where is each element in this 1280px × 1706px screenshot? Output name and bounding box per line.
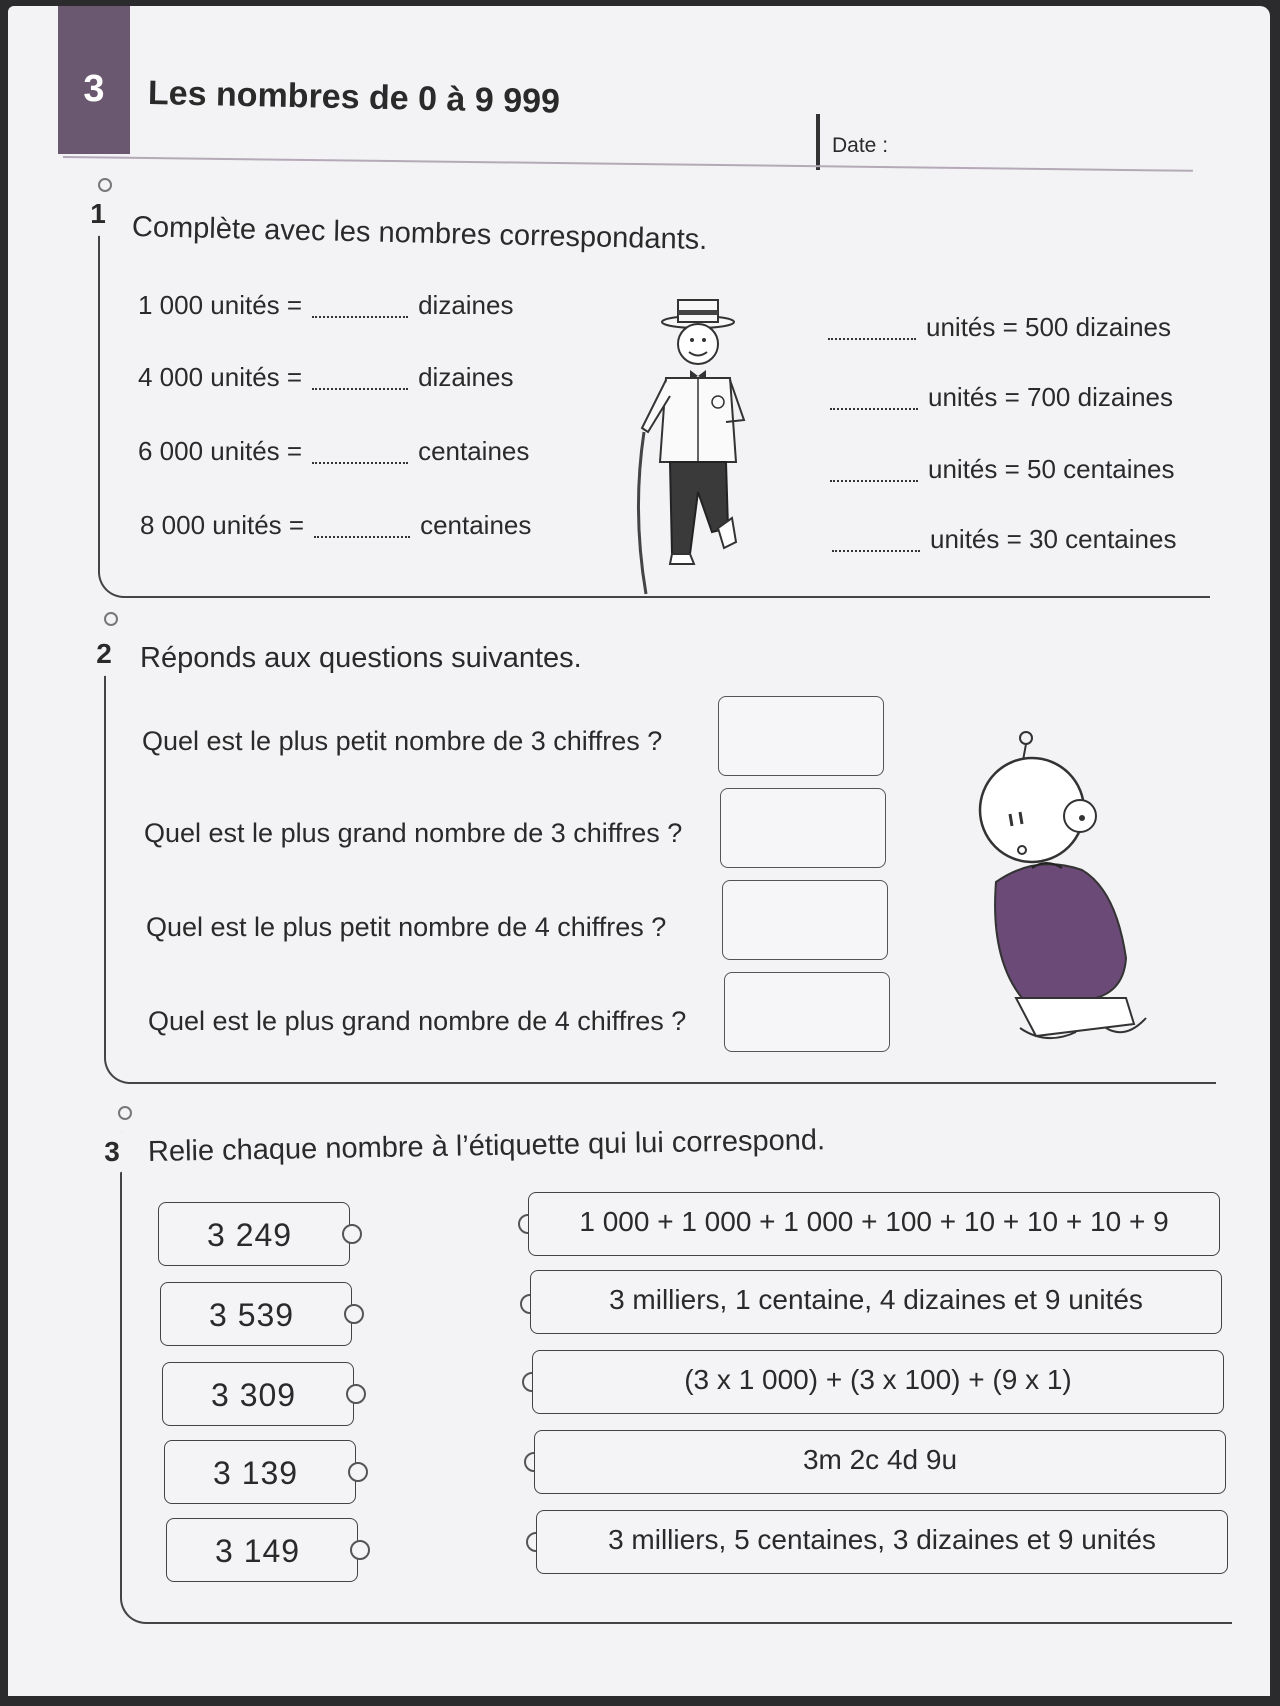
number-tag-3[interactable]: 3 309 (162, 1362, 354, 1426)
exercise2-number: 2 (82, 632, 126, 676)
ex1-left-row-1: 1 000 unités = dizaines (138, 290, 514, 320)
ex1-left-row-2: 4 000 unités = dizaines (138, 362, 514, 392)
exercise3-instruction: Relie chaque nombre à l’étiquette qui lui correspond. (147, 1124, 826, 1168)
answer-blank[interactable] (312, 462, 408, 464)
ex1-right-row-1: unités = 500 dizaines (828, 312, 1171, 343)
answer-blank[interactable] (314, 536, 410, 538)
number-tag-2[interactable]: 3 539 (160, 1282, 352, 1346)
connector-dot-icon[interactable] (348, 1462, 368, 1482)
ex2-answer-box-2[interactable] (720, 788, 886, 868)
answer-blank[interactable] (828, 338, 916, 340)
label-tag-3[interactable]: (3 x 1 000) + (3 x 100) + (9 x 1) (532, 1350, 1224, 1414)
ex2-answer-box-3[interactable] (722, 880, 888, 960)
exercise2-instruction: Réponds aux questions suivantes. (140, 642, 582, 674)
answer-blank[interactable] (830, 408, 918, 410)
connector-dot-icon[interactable] (342, 1224, 362, 1244)
connector-dot-icon[interactable] (346, 1384, 366, 1404)
ex2-question-4: Quel est le plus grand nombre de 4 chiffres ? (148, 1006, 687, 1036)
exercise-hook-icon (118, 1106, 132, 1120)
worksheet-page (8, 6, 1270, 1696)
connector-dot-icon[interactable] (344, 1304, 364, 1324)
answer-blank[interactable] (832, 550, 920, 552)
exercise3-number: 3 (90, 1130, 134, 1174)
label-tag-4[interactable]: 3m 2c 4d 9u (534, 1430, 1226, 1494)
answer-blank[interactable] (312, 388, 408, 390)
label-tag-1[interactable]: 1 000 + 1 000 + 1 000 + 100 + 10 + 10 + 10 + 9 (528, 1192, 1220, 1256)
answer-blank[interactable] (830, 480, 918, 482)
connector-dot-icon[interactable] (350, 1540, 370, 1560)
character-illustration (976, 728, 1176, 1058)
ex2-answer-box-1[interactable] (718, 696, 884, 776)
date-label: Date : (832, 134, 889, 157)
number-tag-4[interactable]: 3 139 (164, 1440, 356, 1504)
label-tag-2[interactable]: 3 milliers, 1 centaine, 4 dizaines et 9 unités (530, 1270, 1222, 1334)
number-tag-5[interactable]: 3 149 (166, 1518, 358, 1582)
exercise1-number: 1 (76, 192, 120, 236)
ex2-question-3: Quel est le plus petit nombre de 4 chiffres ? (146, 912, 667, 942)
answer-blank[interactable] (312, 316, 408, 318)
ex1-left-row-3: 6 000 unités = centaines (138, 436, 530, 466)
ex1-left-row-4: 8 000 unités = centaines (140, 510, 532, 540)
gentleman-illustration (626, 292, 776, 622)
exercise1-instruction: Complète avec les nombres correspondants. (131, 211, 708, 257)
ex2-answer-box-4[interactable] (724, 972, 890, 1052)
chapter-tab: 3 (58, 6, 130, 154)
header-rule (63, 156, 1193, 172)
ex1-right-row-2: unités = 700 dizaines (830, 382, 1173, 413)
number-tag-1[interactable]: 3 249 (158, 1202, 350, 1266)
chapter-title: Les nombres de 0 à 9 999 (147, 74, 561, 121)
exercise-hook-icon (98, 178, 112, 192)
ex1-right-row-3: unités = 50 centaines (830, 454, 1174, 485)
ex2-question-2: Quel est le plus grand nombre de 3 chiffres ? (144, 818, 683, 848)
date-divider (816, 114, 820, 170)
ex2-question-1: Quel est le plus petit nombre de 3 chiffres ? (142, 726, 663, 756)
exercise-hook-icon (104, 612, 118, 626)
label-tag-5[interactable]: 3 milliers, 5 centaines, 3 dizaines et 9 unités (536, 1510, 1228, 1574)
ex1-right-row-4: unités = 30 centaines (832, 524, 1176, 555)
